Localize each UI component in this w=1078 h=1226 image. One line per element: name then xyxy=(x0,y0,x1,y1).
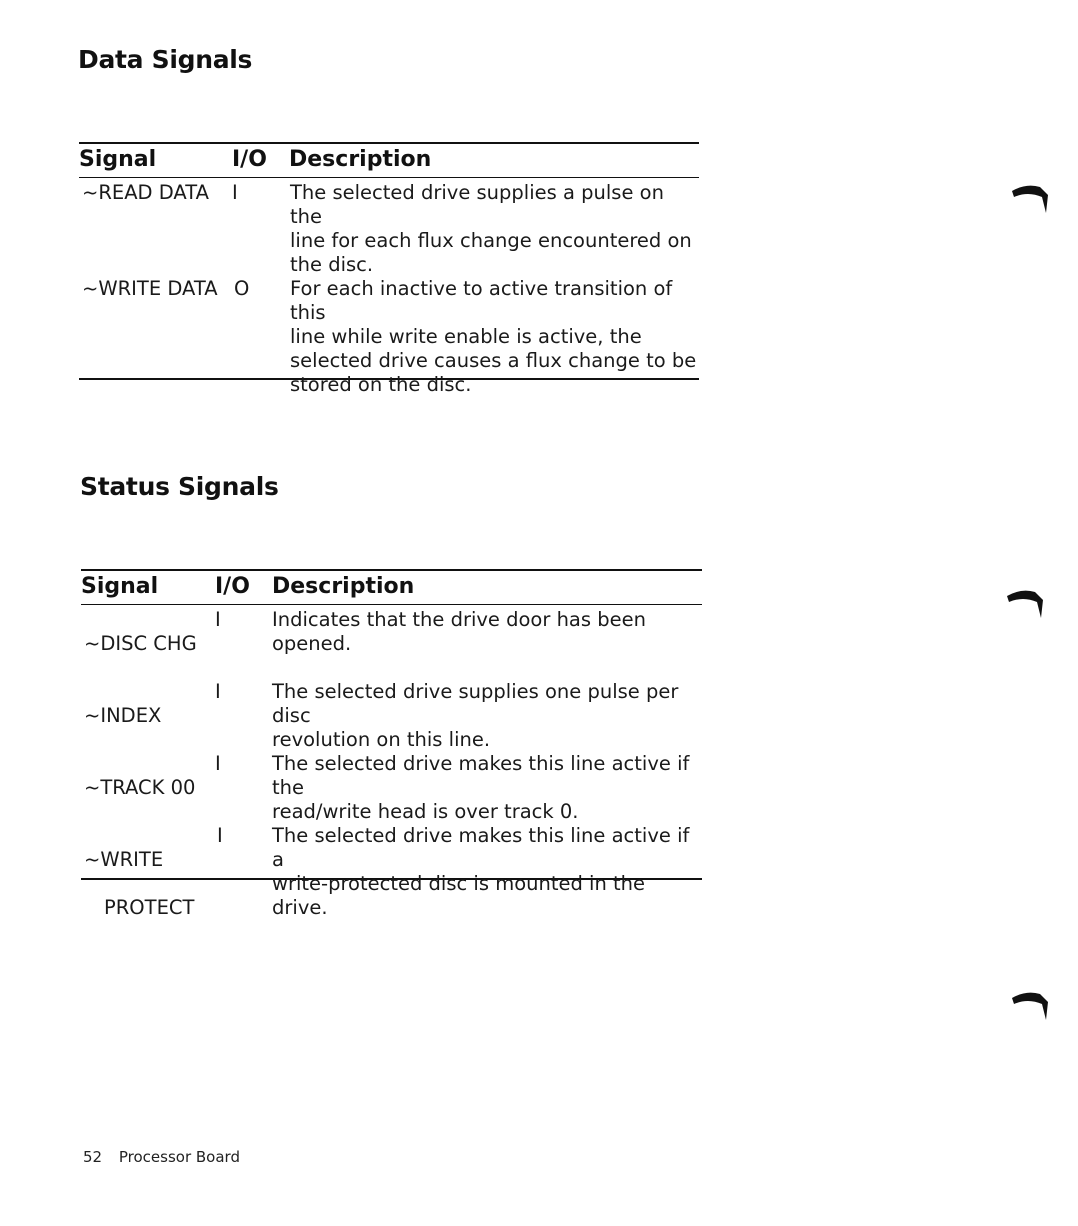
data-signals-title: Data Signals xyxy=(78,45,253,74)
io-direction: I xyxy=(215,680,221,703)
signal-name: ~WRITE DATA xyxy=(82,277,218,300)
signal-name xyxy=(84,752,195,824)
signal-description xyxy=(272,608,646,656)
description-line: selected drive causes a flux change to be xyxy=(290,349,697,372)
table-row xyxy=(81,752,702,823)
description-line: read/write head is over track 0. xyxy=(272,800,579,823)
description-line: For each inactive to active transition of this xyxy=(290,277,673,324)
signal-line: ~WRITE xyxy=(84,848,164,871)
table-row xyxy=(79,277,699,396)
table-row xyxy=(81,680,702,751)
signal-name xyxy=(84,824,194,944)
description-line: The selected drive makes this line active if a xyxy=(272,824,690,871)
footer-section: Processor Board xyxy=(118,1148,240,1166)
description-line: stored on the disc. xyxy=(290,373,472,396)
signal-name: ~READ DATA xyxy=(82,181,209,204)
signal-description xyxy=(290,181,699,277)
signal-name xyxy=(84,680,161,752)
signal-description xyxy=(272,824,702,920)
io-direction: O xyxy=(234,277,250,300)
table-row xyxy=(81,608,702,658)
description-line: The selected drive makes this line active if the xyxy=(272,752,690,799)
header-description: Description xyxy=(289,147,432,172)
description-line: The selected drive supplies one pulse per disc xyxy=(272,680,679,727)
table-header xyxy=(81,571,702,605)
signal-line: PROTECT xyxy=(104,896,195,919)
description-line: line for each flux change encountered on xyxy=(290,229,692,252)
description-line: Indicates that the drive door has been xyxy=(272,608,646,631)
description-line: the disc. xyxy=(290,253,374,276)
header-io: I/O xyxy=(215,574,250,599)
description-line: line while write enable is active, the xyxy=(290,325,642,348)
binding-mark-icon xyxy=(1005,588,1045,620)
io-direction: I xyxy=(215,752,221,775)
signal-line: ~TRACK 00 xyxy=(84,776,196,799)
description-line: revolution on this line. xyxy=(272,728,491,751)
table-header xyxy=(79,144,699,178)
io-direction: I xyxy=(217,824,223,847)
data-signals-table xyxy=(79,142,699,396)
signal-description xyxy=(272,680,702,752)
page-number: 52 xyxy=(83,1148,103,1166)
description-line: opened. xyxy=(272,632,352,655)
header-signal: Signal xyxy=(81,574,159,599)
description-line: write-protected disc is mounted in the drive. xyxy=(272,872,646,919)
signal-description xyxy=(290,277,699,397)
io-direction: I xyxy=(215,608,221,631)
binding-mark-icon xyxy=(1010,990,1050,1022)
header-io: I/O xyxy=(232,147,267,172)
table-row xyxy=(81,824,702,919)
page-footer xyxy=(83,1148,240,1166)
signal-line: ~DISC CHG xyxy=(84,632,197,655)
header-signal: Signal xyxy=(79,147,157,172)
signal-description xyxy=(272,752,702,824)
header-description: Description xyxy=(272,574,415,599)
status-signals-table xyxy=(81,569,702,919)
signal-name xyxy=(84,608,197,680)
io-direction: I xyxy=(232,181,238,204)
binding-mark-icon xyxy=(1010,183,1050,215)
description-line: The selected drive supplies a pulse on the xyxy=(290,181,664,228)
status-signals-title: Status Signals xyxy=(80,472,279,501)
table-row xyxy=(79,181,699,276)
signal-line: ~INDEX xyxy=(84,704,162,727)
